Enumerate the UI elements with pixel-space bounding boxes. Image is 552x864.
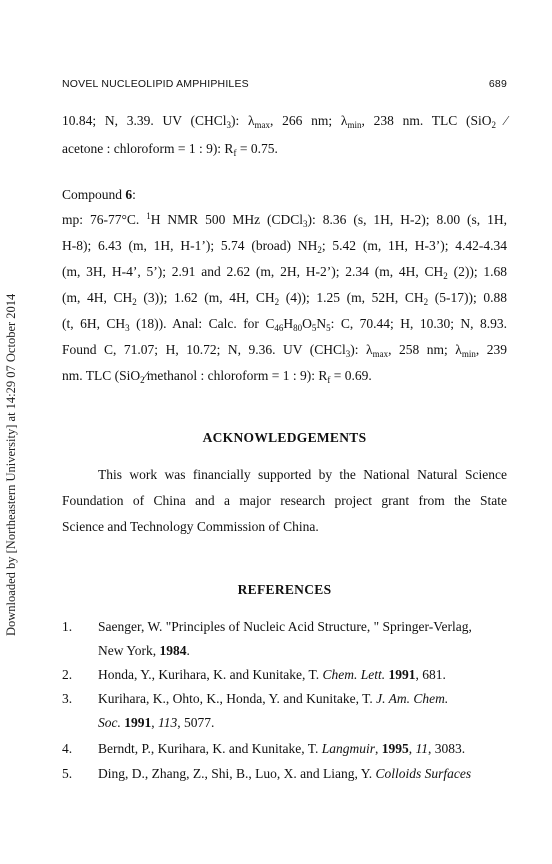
reference-number: 2. (62, 667, 73, 682)
download-watermark: Downloaded by [Northeastern University] at 14:29 07 October 2014 (4, 293, 18, 636)
text-line: Foundation of China and a major research project grant from the State (62, 493, 507, 508)
reference-number: 5. (62, 766, 73, 781)
reference-text: New York, 1984. (98, 643, 190, 658)
compound-heading: Compound 6: (62, 187, 136, 202)
text-line: acetone : chloroform = 1 : 9): $R_f = 0.75$. (62, 141, 278, 158)
text-line: 10.84; N, 3.39. UV (CHCl$_3$): $\lambda_{max}$, 266 nm; $\lambda_{min}$, 238 nm. TLC (SiO$_2$ ⁄ (62, 113, 507, 130)
text-line: This work was financially supported by the National Natural Science (98, 467, 507, 482)
reference-text: Berndt, P., Kurihara, K. and Kunitake, T. Langmuir, 1995, 11, 3083. (98, 741, 466, 756)
text-line: (m, 3H, H-4’, 5’); 2.91 and 2.62 (m, 2H, H-2’); 2.34 (m, 4H, $CH_2$ (2)); 1.68 (62, 264, 507, 281)
text-line: mp: 76-77°C. $^1$H NMR 500 MHz (CDCl$_3$): 8.36 (s, 1H, H-2); 8.00 (s, 1H, (62, 211, 507, 229)
text-line: H-8); 6.43 (m, 1H, H-1’); 5.74 (broad) $NH_2$; 5.42 (m, 1H, H-3’); 4.42-4.34 (62, 238, 507, 255)
reference-number: 4. (62, 741, 73, 756)
running-title: NOVEL NUCLEOLIPID AMPHIPHILES (62, 78, 249, 90)
text-line: Found C, 71.07; H, 10.72; N, 9.36. UV (CHCl$_3$): $\lambda_{max}$, 258 nm; $\lambda_{min}$, 239 (62, 342, 507, 359)
reference-number: 1. (62, 619, 73, 634)
reference-text: Soc. 1991, 113, 5077. (98, 715, 215, 730)
reference-number: 3. (62, 691, 73, 706)
reference-text: Saenger, W. "Principles of Nucleic Acid Structure, " Springer-Verlag, (98, 619, 472, 634)
text-line: (m, 4H, $CH_2$ (3)); 1.62 (m, 4H, $CH_2$ (4)); 1.25 (m, 52H, $CH_2$ (5-17)); 0.88 (62, 290, 508, 307)
references-heading: REFERENCES (237, 582, 332, 597)
text-line: nm. TLC (SiO$_2$⁄methanol : chloroform = 1 : 9): $R_f = 0.69$. (62, 368, 372, 385)
running-header (62, 78, 507, 90)
reference-text: Kurihara, K., Ohto, K., Honda, Y. and Kunitake, T. J. Am. Chem. (98, 691, 449, 706)
text-line: (t, 6H, $CH_3$ (18)). Anal: Calc. for $C_{46}H_{80}O_5N_5$: C, 70.44; H, 10.30; N, 8.93. (62, 316, 507, 333)
reference-text: Ding, D., Zhang, Z., Shi, B., Luo, X. and Liang, Y. Colloids Surfaces (98, 766, 472, 781)
text-line: Science and Technology Commission of China. (62, 519, 319, 534)
acknowledgements-heading: ACKNOWLEDGEMENTS (202, 430, 367, 445)
reference-text: Honda, Y., Kurihara, K. and Kunitake, T. Chem. Lett. 1991, 681. (98, 667, 446, 682)
page-number: 689 (488, 78, 507, 90)
